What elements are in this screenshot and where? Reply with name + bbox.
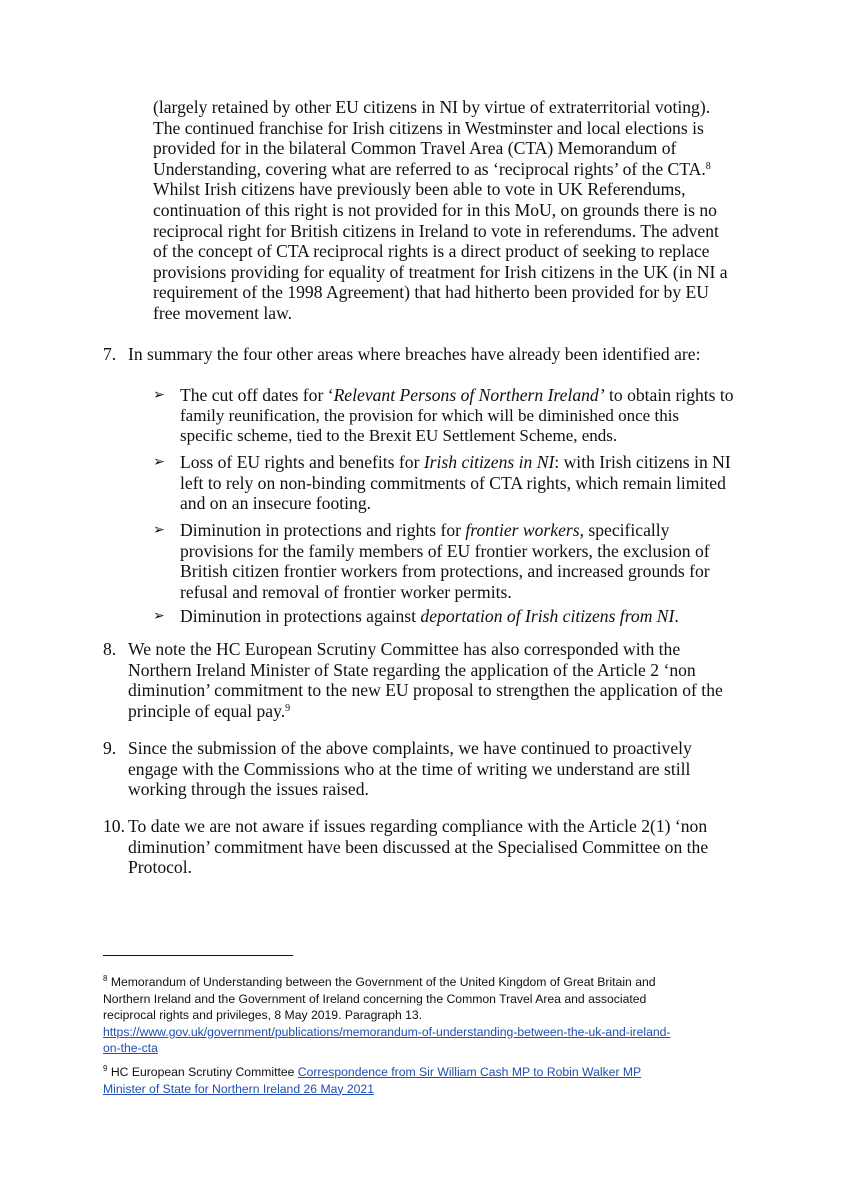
text-segment: Loss of EU rights and benefits for [180, 452, 424, 472]
paragraph-body [128, 816, 778, 878]
paragraph-body [128, 344, 778, 365]
text-segment: principle of equal pay. [128, 700, 286, 721]
text-line: requirement of the 1998 Agreement) that had hitherto been provided for by EU [153, 282, 709, 303]
footnote-8 [103, 974, 753, 1057]
paragraph-number: 7. [103, 344, 117, 364]
text-line: of the concept of CTA reciprocal rights is a direct product of seeking to replace [153, 241, 710, 262]
text-line: diminution’ commitment to the new EU proposal to strengthen the application of the [128, 680, 723, 701]
arrow-bullet-icon: ➢ [153, 387, 165, 403]
text-line: Northern Ireland Minister of State regarding the application of the Article 2 ‘non [128, 659, 696, 680]
text-segment: Diminution in protections against [180, 606, 421, 626]
paragraph-body [128, 738, 778, 800]
text-line: Northern Ireland and the Government of Ireland concerning the Common Travel Area and associated [103, 991, 647, 1006]
footnote-marker: 8 [103, 974, 108, 983]
paragraph-number: 10. [103, 816, 125, 836]
text-line: We note the HC European Scrutiny Committee has also corresponded with the [128, 639, 681, 659]
footnote-separator [103, 955, 293, 956]
text-line: The continued franchise for Irish citizens in Westminster and local elections is [153, 117, 704, 138]
arrow-bullet-icon: ➢ [153, 454, 165, 470]
text-line: engage with the Commissions who at the time of writing we understand are still [128, 758, 691, 779]
text-line: working through the issues raised. [128, 779, 369, 800]
emphasis-text: Relevant Persons of Northern Ireland’ [333, 385, 605, 405]
text-line [180, 520, 770, 541]
text-line: refusal and removal of frontier worker permits. [180, 581, 512, 602]
text-line: Protocol. [128, 857, 193, 878]
emphasis-text: frontier workers [465, 520, 580, 540]
continuation-paragraph [153, 97, 753, 324]
arrow-bullet-icon: ➢ [153, 608, 165, 624]
text-line: family reunification, the provision for which will be diminished once this [180, 405, 680, 425]
text-line: provisions for the family members of EU frontier workers, the exclusion of [180, 540, 710, 561]
bullet-body [180, 606, 770, 627]
arrow-bullet-icon: ➢ [153, 522, 165, 538]
footnote-ref-9[interactable]: 9 [285, 702, 291, 714]
text-segment: Understanding, covering what are referred to as ‘reciprocal rights’ of the CTA. [153, 158, 706, 179]
paragraph-body [128, 639, 778, 721]
text-line: To date we are not aware if issues regarding compliance with the Article 2(1) ‘non [128, 816, 708, 836]
text-segment: to obtain rights to [604, 385, 734, 405]
bullet-body [180, 385, 770, 447]
text-line [180, 385, 770, 406]
text-line: (largely retained by other EU citizens in NI by virtue of extraterritorial voting). [153, 97, 711, 117]
text-line: In summary the four other areas where breaches have already been identified are: [128, 344, 701, 364]
text-segment: HC European Scrutiny Committee [110, 1065, 298, 1079]
text-line: reciprocal right for British citizens in Ireland to vote in referendums. The advent [153, 220, 719, 241]
footnote-9 [103, 1064, 753, 1097]
text-line [103, 1064, 753, 1081]
text-line [128, 701, 778, 722]
text-line: and on an insecure footing. [180, 493, 372, 514]
footnote-8-link[interactable]: on-the-cta [103, 1041, 158, 1055]
text-segment: The cut off dates for ‘ [180, 385, 334, 405]
text-line: reciprocal rights and privileges, 8 May 2019. Paragraph 13. [103, 1008, 423, 1022]
text-line: free movement law. [153, 302, 293, 323]
text-line: specific scheme, tied to the Brexit EU Settlement Scheme, ends. [180, 426, 618, 446]
emphasis-text: Irish citizens in NI [423, 452, 555, 472]
paragraph-number: 9. [103, 738, 117, 758]
text-line: provided for in the bilateral Common Travel Area (CTA) Memorandum of [153, 138, 677, 159]
emphasis-text: deportation of Irish citizens from NI [420, 606, 675, 626]
text-segment: . [674, 606, 679, 626]
text-line: continuation of this right is not provided for in this MoU, on grounds there is no [153, 199, 717, 220]
bullet-body [180, 520, 770, 602]
text-line [180, 606, 770, 627]
footnote-ref-8[interactable]: 8 [705, 160, 711, 172]
text-line: Whilst Irish citizens have previously been able to vote in UK Referendums, [153, 179, 686, 200]
text-line: Since the submission of the above complaints, we have continued to proactively [128, 738, 692, 758]
text-segment: Memorandum of Understanding between the Government of the United Kingdom of Great Britain and [110, 975, 656, 989]
text-line [153, 159, 753, 180]
text-line [180, 452, 770, 473]
text-segment: , specifically [579, 520, 670, 540]
text-segment: : with Irish citizens in NI [554, 452, 731, 472]
text-line [103, 974, 753, 991]
footnote-9-link[interactable]: Minister of State for Northern Ireland 26 May 2021 [103, 1081, 374, 1096]
text-line: left to rely on non-binding commitments of CTA rights, which remain limited [180, 472, 726, 493]
text-line: provisions providing for equality of treatment for Irish citizens in the UK (in NI a [153, 261, 728, 282]
text-line: British citizen frontier workers from protections, and increased grounds for [180, 561, 710, 582]
text-segment: Diminution in protections and rights for [180, 520, 466, 540]
text-line: diminution’ commitment have been discussed at the Specialised Committee on the [128, 836, 709, 857]
bullet-body [180, 452, 770, 514]
footnote-8-link[interactable]: https://www.gov.uk/government/publications/memorandum-of-understanding-between-the-uk-and-ireland- [103, 1024, 671, 1039]
footnote-marker: 9 [103, 1064, 108, 1073]
footnote-9-link[interactable]: Correspondence from Sir William Cash MP to Robin Walker MP [297, 1065, 642, 1079]
paragraph-number: 8. [103, 639, 117, 659]
